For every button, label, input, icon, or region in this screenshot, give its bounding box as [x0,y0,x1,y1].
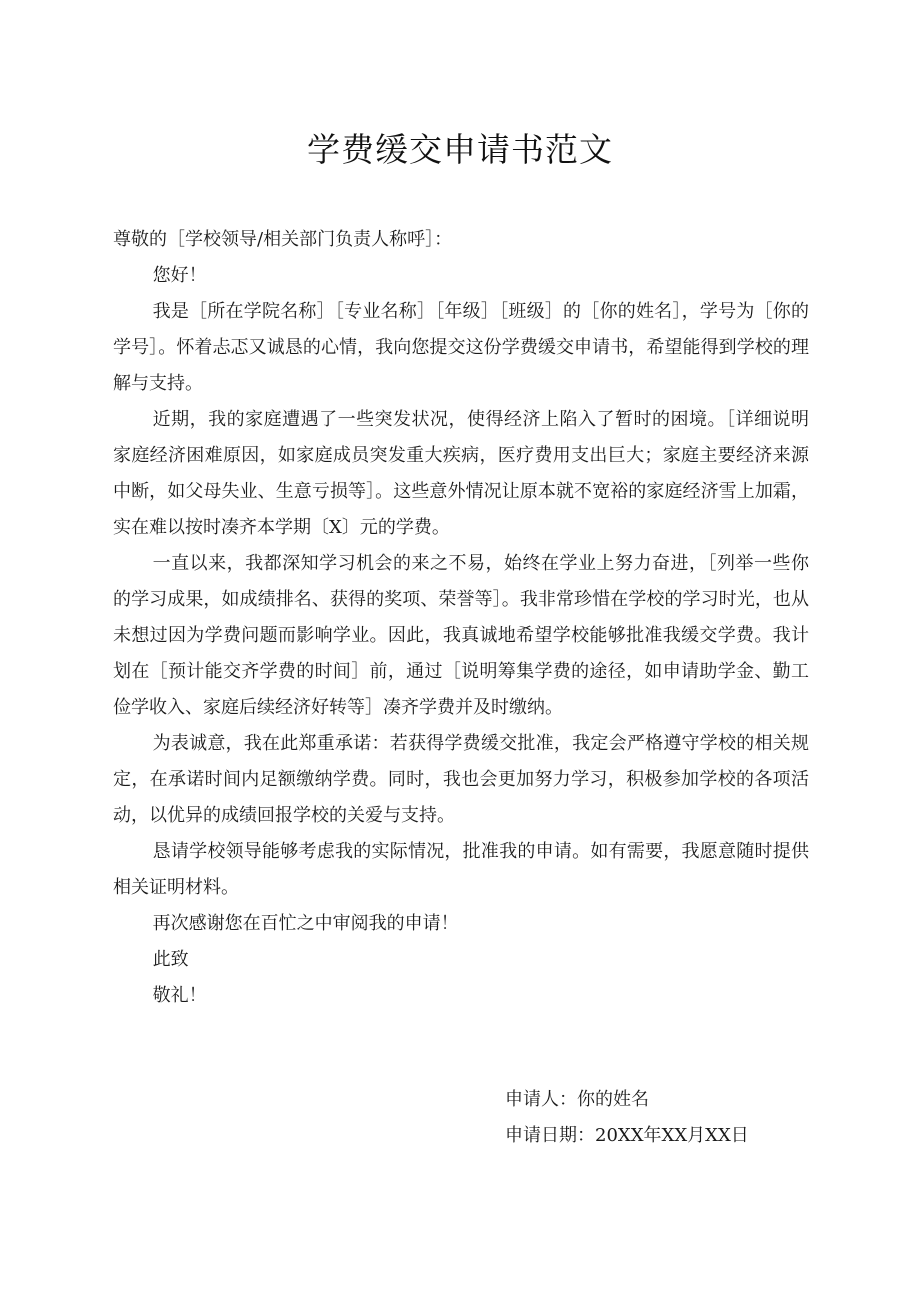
signature-block [505,1082,749,1154]
letter-body [113,222,809,1014]
paragraph-request: 恳请学校领导能够考虑我的实际情况，批准我的申请。如有需要，我愿意随时提供相关证明材料。 [113,841,809,898]
paragraph-introduction: 我是［所在学院名称］［专业名称］［年级］［班级］的［你的姓名］，学号为［你的学号］。怀着忐忑又诚恳的心情，我向您提交这份学费缓交申请书，希望能得到学校的理解与支持。 [113,301,809,394]
paragraph-study-plan: 一直以来，我都深知学习机会的来之不易，始终在学业上努力奋进，［列举一些你的学习成果，如成绩排名、获得的奖项、荣誉等］。我非常珍惜在学校的学习时光，也从未想过因为学费问题而影响学业。因此，我真诚地希望学校能够批准我缓交学费。我计划在［预计能交齐学费的时间］前，通过［说明筹集学费的途径，如申请助学金、勤工俭学收入、家庭后续经济好转等］凑齐学费并及时缴纳。 [113,553,809,718]
closing-cizhi: 此致 [152,949,189,970]
closing-jingli: 敬礼！ [152,985,207,1006]
document-title: 学费缓交申请书范文 [307,130,613,169]
greeting: 您好！ [152,265,207,286]
application-date: 申请日期：20XX年XX月XX日 [505,1125,749,1146]
applicant-name: 申请人：你的姓名 [505,1089,649,1110]
paragraph-thanks: 再次感谢您在百忙之中审阅我的申请！ [152,913,459,934]
salutation: 尊敬的［学校领导/相关部门负责人称呼］： [113,229,453,250]
paragraph-hardship: 近期，我的家庭遭遇了一些突发状况，使得经济上陷入了暂时的困境。［详细说明家庭经济困难原因，如家庭成员突发重大疾病，医疗费用支出巨大；家庭主要经济来源中断，如父母失业、生意亏损等］。这些意外情况让原本就不宽裕的家庭经济雪上加霜，实在难以按时凑齐本学期〔X〕元的学费。 [113,409,809,538]
paragraph-commitment: 为表诚意，我在此郑重承诺：若获得学费缓交批准，我定会严格遵守学校的相关规定，在承诺时间内足额缴纳学费。同时，我也会更加努力学习，积极参加学校的各项活动，以优异的成绩回报学校的关爱与支持。 [113,733,809,826]
